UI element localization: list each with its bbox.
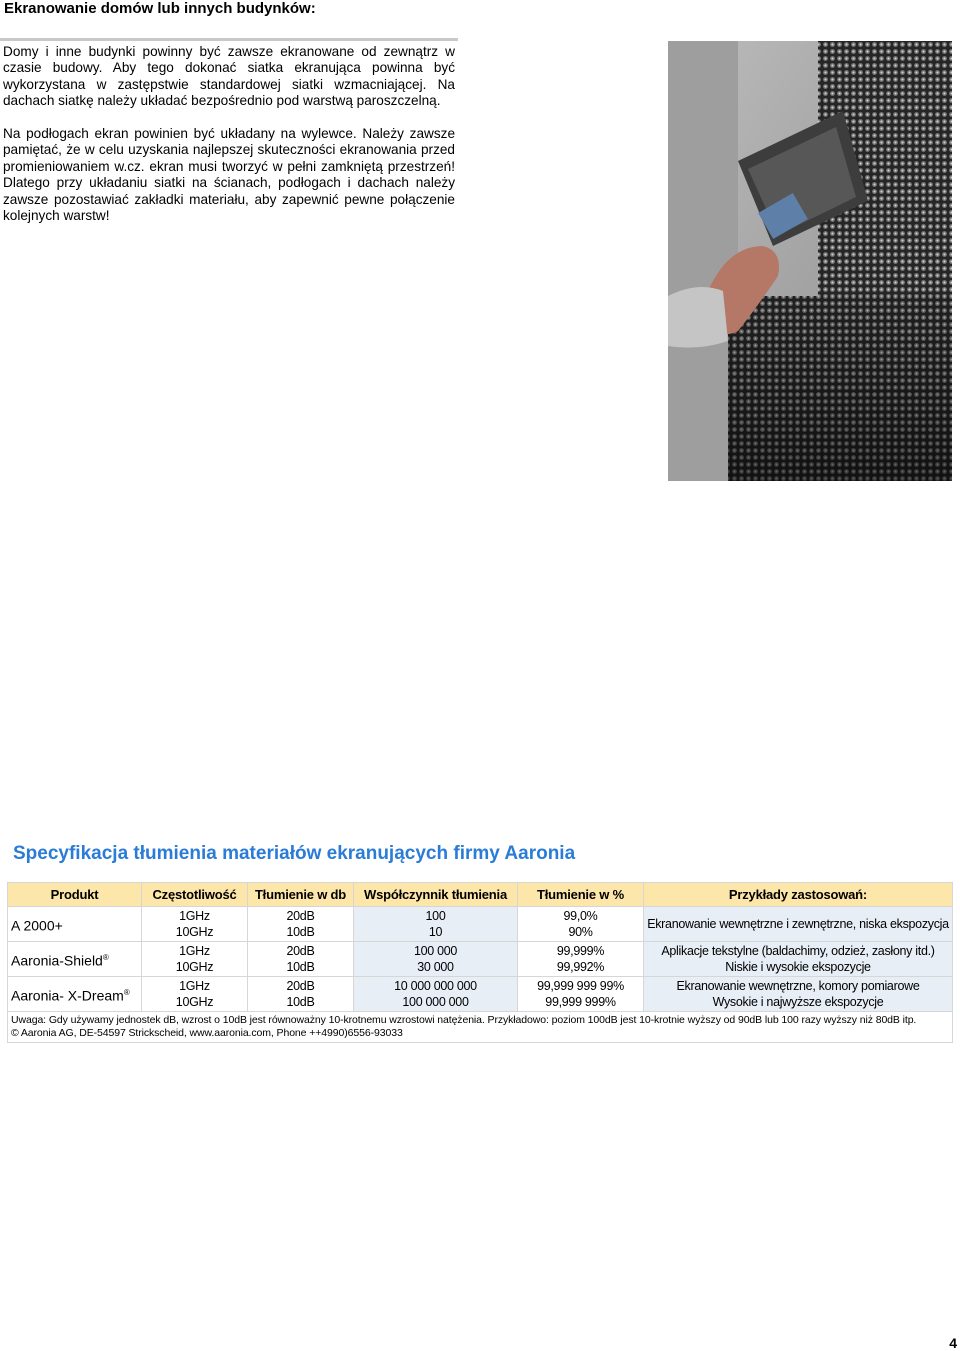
shielding-mesh-photo-illustration [668, 41, 952, 481]
product-name: Aaronia-Shield® [8, 942, 142, 977]
application-examples-cell: Ekranowanie wewnętrzne, komory pomiarowe Wysokie i najwyższe ekspozycje [644, 977, 953, 1012]
attenuation-db-cell: 20dB 10dB [248, 907, 354, 942]
table-note-row [8, 1012, 953, 1043]
frequency-cell: 1GHz 10GHz [142, 977, 248, 1012]
table-row [8, 907, 953, 942]
application-examples-cell: Aplikacje tekstylne (baldachimy, odzież, zasłony itd.) Niskie i wysokie ekspozycje [644, 942, 953, 977]
attenuation-factor-cell: 100 10 [354, 907, 518, 942]
table-note [8, 1012, 953, 1043]
product-name: Aaronia- X-Dream® [8, 977, 142, 1012]
header-product: Produkt [8, 883, 142, 907]
table-row [8, 942, 953, 977]
attenuation-factor-cell: 10 000 000 000 100 000 000 [354, 977, 518, 1012]
heading-divider [0, 38, 458, 41]
attenuation-db-cell: 20dB 10dB [248, 977, 354, 1012]
section-title: Specyfikacja tłumienia materiałów ekranujących firmy Aaronia [13, 843, 576, 864]
header-attenuation-factor: Współczynnik tłumienia [354, 883, 518, 907]
attenuation-percent-cell: 99,999% 99,992% [518, 942, 644, 977]
attenuation-percent-cell: 99,999 999 99% 99,999 999% [518, 977, 644, 1012]
paragraph-floors: Na podłogach ekran powinien być układany na wylewce. Należy zawsze pamiętać, że w celu uzyskania najlepszej skuteczności ekranowania przed promieniowaniem w.cz. ekran musi tworzyć w pełni zamkniętą przestrzeń! Dlatego przy układaniu siatki na ścianach, podłogach i dachach należy zawsze pozostawiać zakładki materiału, aby zapewnić pewne połączenie kolejnych warstw! [3, 126, 455, 224]
frequency-cell: 1GHz 10GHz [142, 907, 248, 942]
header-attenuation-db: Tłumienie w db [248, 883, 354, 907]
frequency-cell: 1GHz 10GHz [142, 942, 248, 977]
shielding-mesh-photo [668, 41, 952, 481]
attenuation-percent-cell: 99,0% 90% [518, 907, 644, 942]
paragraph-roofs: Domy i inne budynki powinny być zawsze ekranowane od zewnątrz w czasie budowy. Aby tego dokonać siatka ekranująca powinna być wykorzystana w zastępstwie standardowej siatki wzmacniającej. Na dachach siatkę należy układać bezpośrednio pod warstwą paroszczelną. [3, 44, 455, 109]
table-header-row [8, 883, 953, 907]
attenuation-factor-cell: 100 000 30 000 [354, 942, 518, 977]
header-application-examples: Przykłady zastosowań: [644, 883, 953, 907]
table-row [8, 977, 953, 1012]
body-text [3, 44, 455, 241]
page-heading: Ekranowanie domów lub innych budynków: [4, 0, 316, 17]
header-attenuation-percent: Tłumienie w % [518, 883, 644, 907]
attenuation-spec-table [7, 882, 953, 1043]
copyright-line: © Aaronia AG, DE-54597 Strickscheid, www.aaronia.com, Phone ++4990)6556-93033 [11, 1027, 403, 1039]
application-examples-cell: Ekranowanie wewnętrzne i zewnętrzne, niska ekspozycja [644, 907, 953, 942]
attenuation-db-cell: 20dB 10dB [248, 942, 354, 977]
db-note: Uwaga: Gdy używamy jednostek dB, wzrost o 10dB jest równoważny 10-krotnemu wzrostowi natężenia. Przykładowo: poziom 100dB jest 10-krotnie wyższy od 90dB lub 100 razy wyższy niż 80dB itp. [11, 1014, 917, 1026]
page-number: 4 [949, 1335, 957, 1351]
header-frequency: Częstotliwość [142, 883, 248, 907]
product-name: A 2000+ [8, 907, 142, 942]
